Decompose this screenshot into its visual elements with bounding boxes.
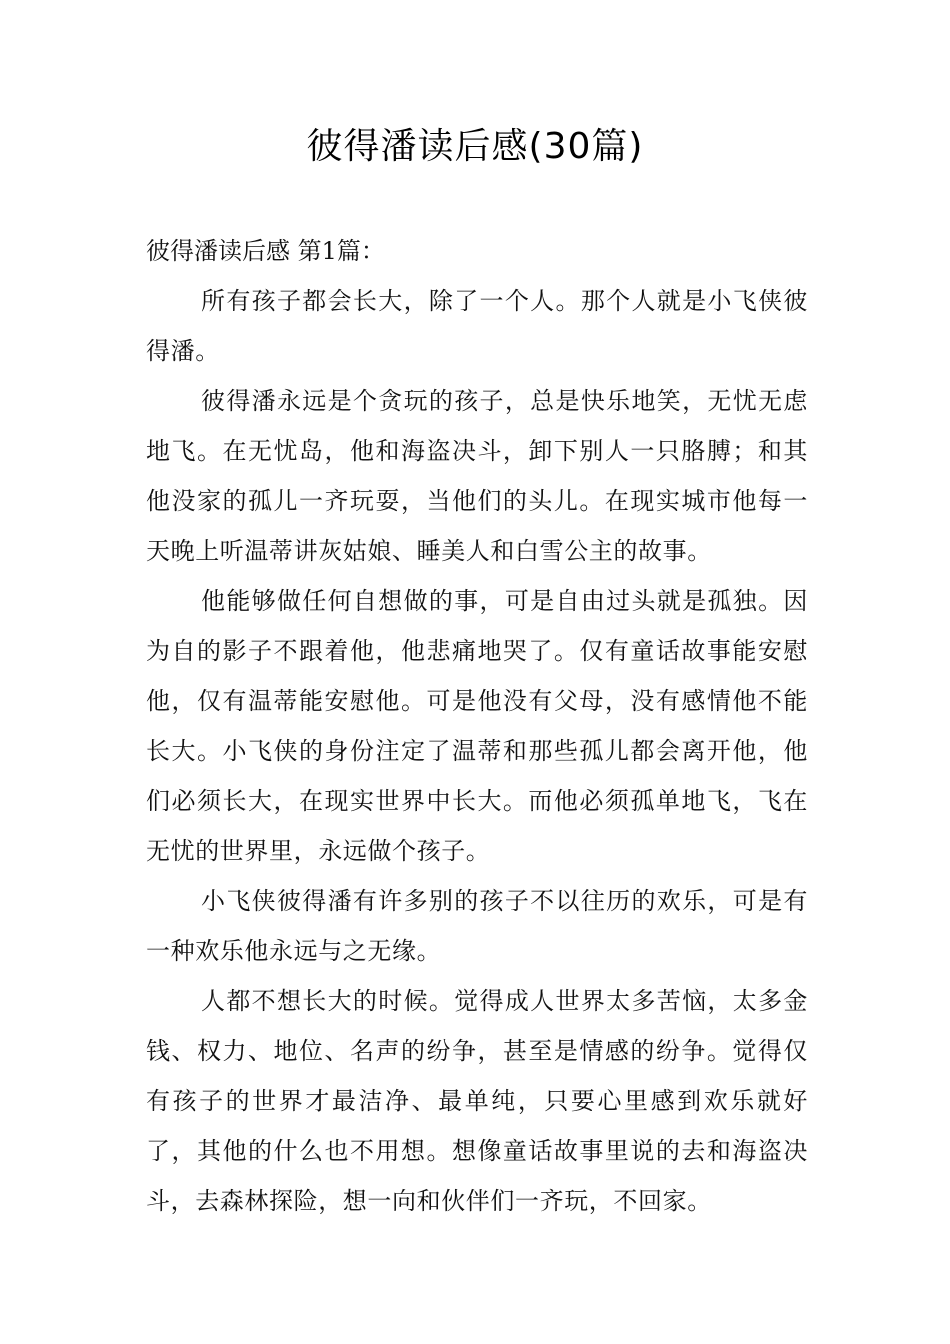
paragraph-3: 他能够做任何自想做的事，可是自由过头就是孤独。因为自的影子不跟着他，他悲痛地哭了。仅有童话故事能安慰他，仅有温蒂能安慰他。可是他没有父母，没有感情他不能长大。小飞侠的身份注定了温蒂和那些孤儿都会离开他，他们必须长大，在现实世界中长大。而他必须孤单地飞，飞在无忧的世界里，永远做个孩子。 (146, 587, 808, 865)
document-title: 彼得潘读后感(30篇) (306, 126, 644, 167)
section-label: 彼得潘读后感 第1篇： (146, 237, 385, 265)
paragraph-4: 小飞侠彼得潘有许多别的孩子不以往历的欢乐，可是有一种欢乐他永远与之无缘。 (146, 887, 808, 965)
paragraph-1: 所有孩子都会长大，除了一个人。那个人就是小飞侠彼得潘。 (146, 287, 808, 365)
document-body (146, 226, 808, 1226)
paragraph-2: 彼得潘永远是个贪玩的孩子，总是快乐地笑，无忧无虑地飞。在无忧岛，他和海盗决斗，卸下别人一只胳膊；和其他没家的孤儿一齐玩耍，当他们的头儿。在现实城市他每一天晚上听温蒂讲灰姑娘、睡美人和白雪公主的故事。 (146, 387, 808, 565)
paragraph-5: 人都不想长大的时候。觉得成人世界太多苦恼，太多金钱、权力、地位、名声的纷争，甚至是情感的纷争。觉得仅有孩子的世界才最洁净、最单纯，只要心里感到欢乐就好了，其他的什么也不用想。想像童话故事里说的去和海盗决斗，去森林探险，想一向和伙伴们一齐玩，不回家。 (146, 987, 808, 1215)
